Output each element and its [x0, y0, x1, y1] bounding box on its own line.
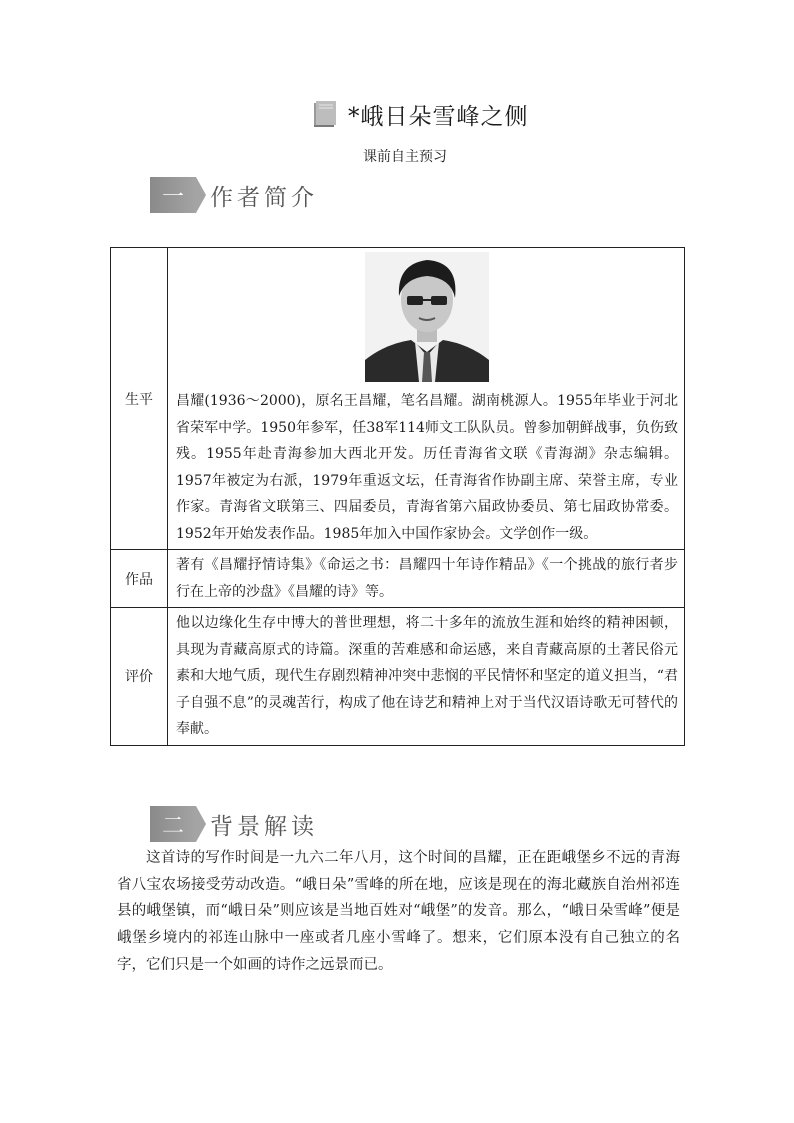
background-paragraph: 这首诗的写作时间是一九六二年八月，这个时间的昌耀，正在距峨堡乡不远的青海省八宝农场接受劳动改造。“峨日朵”雪峰的所在地，应该是现在的海北藏族自治州祁连县的峨堡镇，而“峨日朵”则应该是当地百姓对“峨堡”的发音。那么，“峨日朵雪峰”便是峨堡乡境内的祁连山脉中一座或者几座小雪峰了。想来，它们原本没有自己独立的名字，它们只是一个如画的诗作之远景而已。 [117, 850, 680, 973]
author-info-table [110, 247, 685, 746]
section-number-badge: 一 [150, 177, 196, 213]
table-row [111, 550, 685, 608]
evaluation-text: 他以边缘化生存中博大的普世理想，将二十多年的流放生涯和始终的精神困顿，具现为青藏高原式的诗篇。深重的苦难感和命运感，来自青藏高原的土著民俗元素和大地气质，现代生存剧烈精神冲突中悲悯的平民情怀和坚定的道义担当，“君子自强不息”的灵魂苦行，构成了他在诗艺和精神上对于当代汉语诗歌无可替代的奉献。 [168, 608, 685, 746]
author-photo [365, 252, 489, 382]
section-header-author [150, 175, 318, 215]
section-title: 作者简介 [210, 184, 318, 211]
row-label: 生平 [111, 248, 168, 550]
section-title: 背景解读 [210, 813, 318, 840]
book-icon [312, 99, 338, 129]
works-text: 著有《昌耀抒情诗集》《命运之书：昌耀四十年诗作精品》《一个挑战的旅行者步行在上帝的沙盘》《昌耀的诗》等。 [168, 550, 685, 608]
table-row [111, 608, 685, 746]
author-portrait [365, 252, 489, 382]
row-label: 作品 [111, 550, 168, 608]
row-label: 评价 [111, 608, 168, 746]
row-content-life [168, 248, 685, 550]
section-number-badge: 二 [150, 806, 196, 842]
page-subtitle: 课前自主预习 [363, 149, 447, 165]
page-title: *峨日朵雪峰之侧 [348, 103, 529, 130]
life-text: 昌耀(1936～2000)，原名王昌耀，笔名昌耀。湖南桃源人。1955年毕业于河北省荣军中学。1950年参军，任38军114师文工队队员。曾参加朝鲜战事，负伤致残。1955年赴青海参加大西北开发。历任青海省文联《青海湖》杂志编辑。1957年被定为右派，1979年重返文坛，任青海省作协副主席、荣誉主席，专业作家。青海省文联第三、四届委员，青海省第六届政协委员、第七届政协常委。1952年开始发表作品。1985年加入中国作家协会。文学创作一级。 [176, 393, 678, 542]
section-header-background [150, 804, 318, 844]
table-row [111, 248, 685, 550]
title-block [312, 96, 529, 132]
